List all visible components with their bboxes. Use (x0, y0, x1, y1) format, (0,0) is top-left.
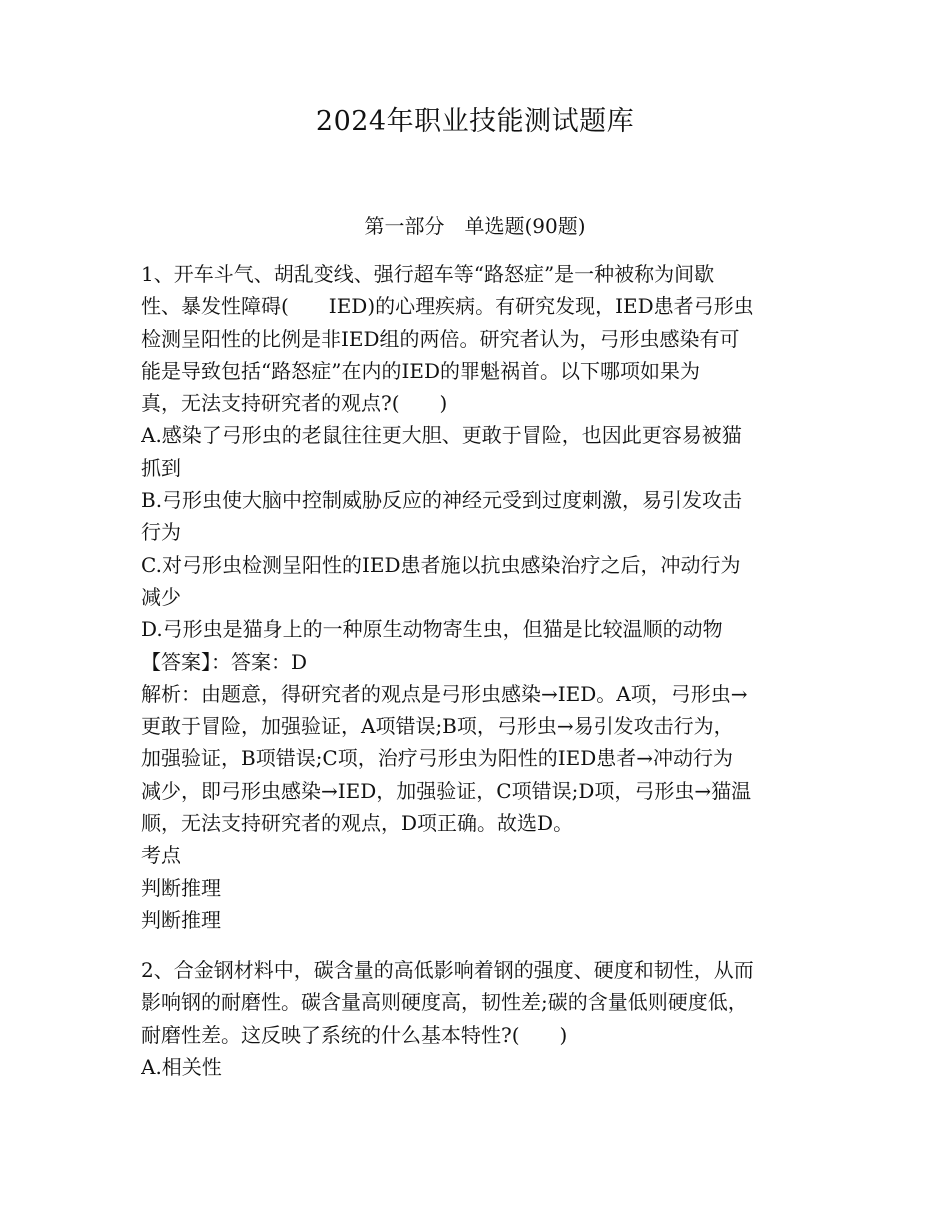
question-stem-line: 耐磨性差。这反映了系统的什么基本特性?( ) (141, 1022, 568, 1047)
knowledge-label: 考点 (141, 843, 181, 868)
option-d: D.弓形虫是猫身上的一种原生动物寄生虫，但猫是比较温顺的动物 (141, 617, 723, 642)
option-a-line: A.感染了弓形虫的老鼠往往更大胆、更敢于冒险，也因此更容易被猫 (141, 423, 742, 448)
analysis-line: 加强验证，B项错误;C项，治疗弓形虫为阳性的IED患者→冲动行为 (141, 746, 734, 771)
knowledge-tag: 判断推理 (141, 907, 221, 932)
question-stem-line: 能是导致包括“路怒症”在内的IED的罪魁祸首。以下哪项如果为 (141, 358, 700, 383)
question-stem-line: 真，无法支持研究者的观点?( ) (141, 391, 448, 416)
analysis-line: 解析：由题意，得研究者的观点是弓形虫感染→IED。A项，弓形虫→ (141, 681, 748, 706)
option-c-line: C.对弓形虫检测呈阳性的IED患者施以抗虫感染治疗之后，冲动行为 (141, 552, 741, 577)
analysis-line: 减少，即弓形虫感染→IED，加强验证，C项错误;D项，弓形虫→猫温 (141, 778, 752, 803)
document-title: 2024年职业技能测试题库 (315, 106, 635, 137)
question-1 (141, 258, 821, 936)
option-b-line: B.弓形虫使大脑中控制威胁反应的神经元受到过度刺激，易引发攻击 (141, 488, 743, 513)
option-b-line: 行为 (141, 520, 181, 545)
question-stem-line: 影响钢的耐磨性。碳含量高则硬度高，韧性差;碳的含量低则硬度低， (141, 990, 748, 1015)
question-2 (141, 954, 821, 1083)
option-a-line: 抓到 (141, 455, 181, 480)
analysis-line: 顺，无法支持研究者的观点，D项正确。故选D。 (141, 811, 574, 836)
knowledge-tag: 判断推理 (141, 875, 221, 900)
question-stem-line: 1、开车斗气、胡乱变线、强行超车等“路怒症”是一种被称为间歇 (141, 262, 715, 286)
question-stem-line: 2、合金钢材料中，碳含量的高低影响着钢的强度、硬度和韧性，从而 (141, 958, 754, 982)
answer-line: 【答案】：答案：D (141, 649, 308, 674)
analysis-line: 更敢于冒险，加强验证，A项错误;B项，弓形虫→易引发攻击行为， (141, 714, 734, 739)
section-heading: 第一部分 单选题(90题) (364, 214, 586, 238)
option-c-line: 减少 (141, 584, 181, 609)
question-stem-line: 检测呈阳性的比例是非IED组的两倍。研究者认为，弓形虫感染有可 (141, 326, 740, 351)
question-stem-line: 性、暴发性障碍( IED)的心理疾病。有研究发现，IED患者弓形虫 (141, 294, 754, 319)
option-a: A.相关性 (141, 1054, 222, 1079)
